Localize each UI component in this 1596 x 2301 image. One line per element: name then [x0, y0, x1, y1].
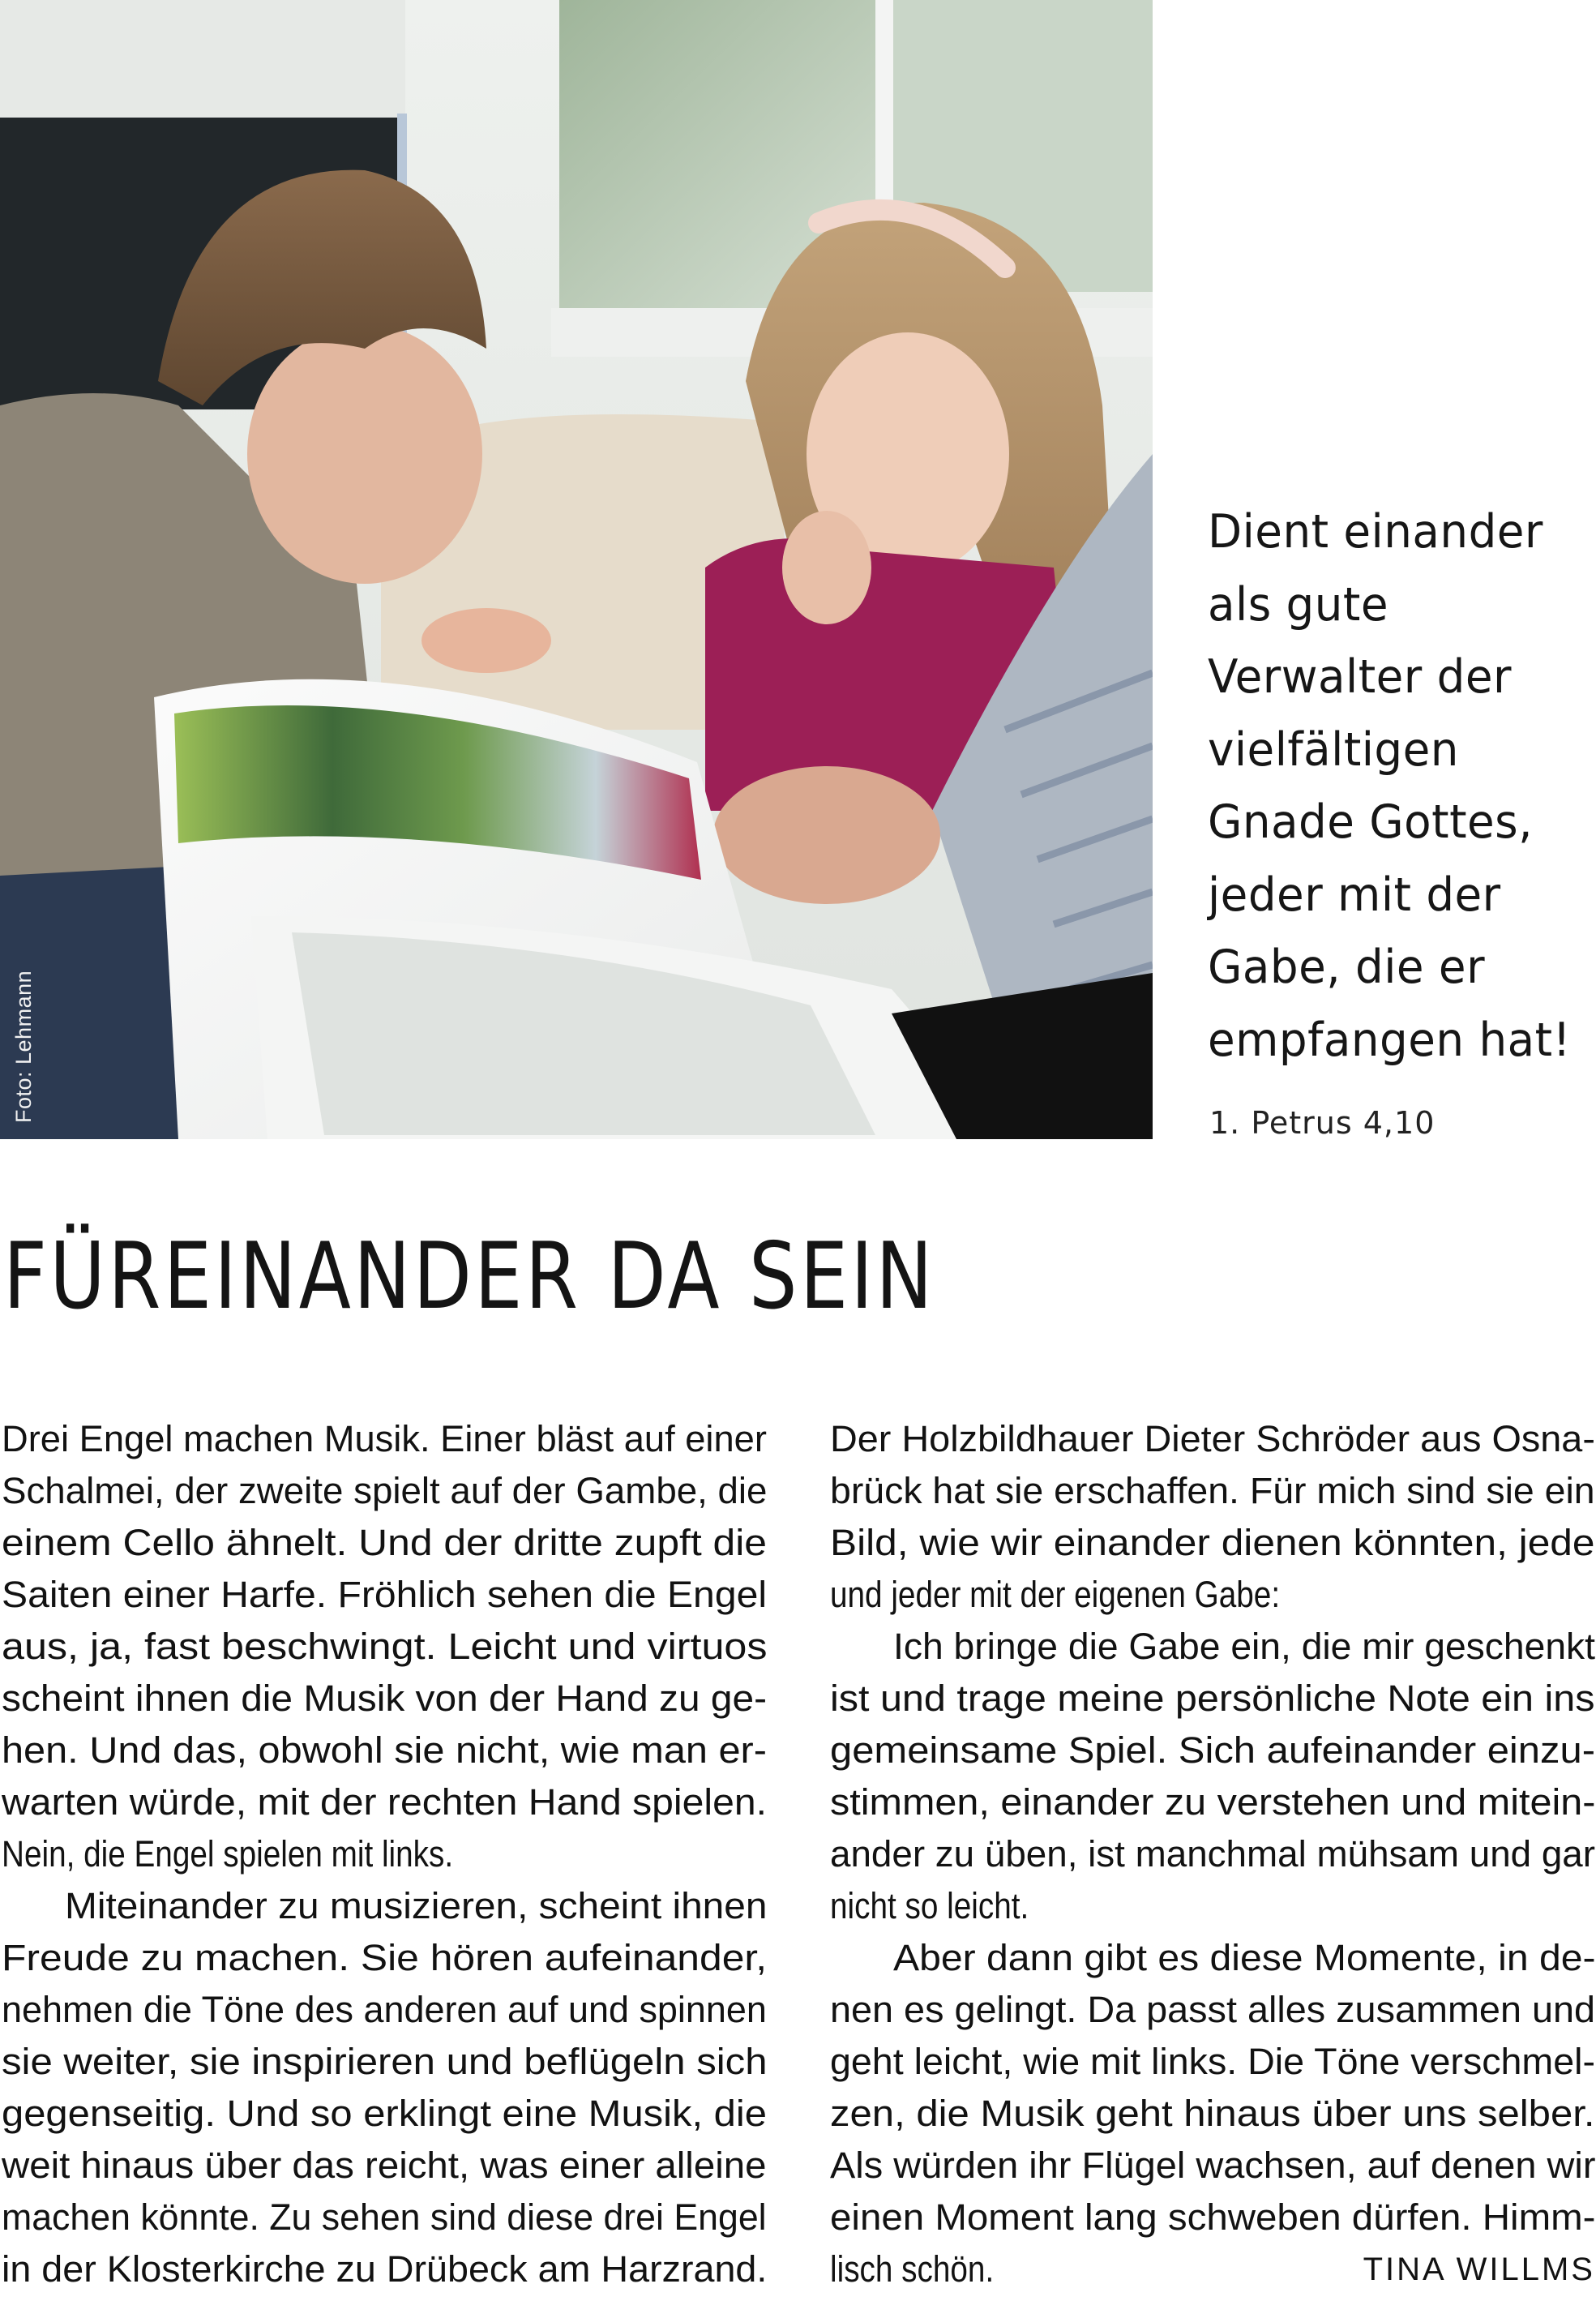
text-line [830, 1517, 1595, 1569]
text-line-content: Schalmei, der zweite spielt auf der Gambe, die [2, 1470, 768, 1511]
text-line-content: Ich bringe die Gabe ein, die mir geschenkt [893, 1626, 1595, 1667]
text-line-content: ander zu üben, ist manchmal mühsam und gar [830, 1833, 1595, 1875]
bible-quote [1208, 496, 1589, 1077]
text-line-content: in der Klosterkirche zu Drübeck am Harzrand. [2, 2248, 768, 2290]
article-column-right [830, 1413, 1595, 2295]
text-line-content: aus, ja, fast beschwingt. Leicht und virtuos [2, 1626, 768, 1667]
text-line [2, 2192, 767, 2243]
text-line-content: ist und trage meine persönliche Note ein ins [830, 1678, 1595, 1719]
text-line-content: Saiten einer Harfe. Fröhlich sehen die Engel [2, 1574, 768, 1615]
text-line-content: einem Cello ähnelt. Und der dritte zupft die [2, 1522, 767, 1563]
text-line [830, 1465, 1595, 1517]
text-line [2, 2036, 767, 2088]
text-line-content: Miteinander zu musizieren, scheint ihnen [65, 1885, 768, 1926]
text-line-content: Freude zu machen. Sie hören aufeinander, [2, 1937, 768, 1978]
text-line [2, 2140, 767, 2192]
text-line-content: stimmen, einander zu verstehen und mitein- [830, 1781, 1596, 1823]
text-line-content: sie weiter, sie inspirieren und beflügeln sich [2, 2041, 768, 2082]
quote-line: als gute [1208, 577, 1389, 632]
text-line [2, 1569, 767, 1621]
text-line-content: Als würden ihr Flügel wachsen, auf denen wir [830, 2145, 1596, 2186]
quote-line: empfangen hat! [1208, 1013, 1571, 1067]
text-line [830, 1621, 1595, 1673]
text-line-content: nicht so leicht. [830, 1885, 1029, 1926]
text-line [2, 1932, 767, 1984]
text-line [2, 2243, 767, 2295]
quote-line: Gnade Gottes, [1208, 795, 1534, 849]
text-line-content: einen Moment lang schweben dürfen. Himm- [830, 2196, 1596, 2238]
text-line [2, 1465, 767, 1517]
text-line [830, 2088, 1595, 2140]
text-line [830, 2140, 1595, 2192]
text-line-content: nen es gelingt. Da passt alles zusammen und [830, 1989, 1596, 2030]
text-line [2, 1413, 767, 1465]
text-line [830, 1984, 1595, 2036]
text-line [830, 1828, 1595, 1880]
quote-line: vielfältigen [1208, 722, 1459, 777]
text-line-content: Nein, die Engel spielen mit links. [2, 1833, 454, 1875]
text-line-content: lisch schön. [830, 2248, 995, 2290]
text-line-content: nehmen die Töne des anderen auf und spinnen [2, 1989, 767, 2030]
article-column-left [2, 1413, 767, 2295]
text-line [830, 2036, 1595, 2088]
article-photo [0, 0, 1153, 1139]
text-line-content: Aber dann gibt es diese Momente, in de- [893, 1937, 1596, 1978]
text-line [830, 1413, 1595, 1465]
text-line [2, 1776, 767, 1828]
text-line [830, 2243, 1595, 2295]
text-line-content: zen, die Musik geht hinaus über uns selber. [830, 2093, 1595, 2134]
quote-reference: 1. Petrus 4,10 [1209, 1105, 1436, 1141]
text-line-content: scheint ihnen die Musik von der Hand zu ge- [2, 1678, 768, 1719]
text-line-content: gegenseitig. Und so erklingt eine Musik, die [2, 2093, 767, 2134]
text-line [2, 1517, 767, 1569]
text-line [830, 1932, 1595, 1984]
text-line [2, 1984, 767, 2036]
text-line [2, 1725, 767, 1776]
text-line-content: hen. Und das, obwohl sie nicht, wie man er- [2, 1729, 767, 1771]
text-line [2, 1828, 767, 1880]
text-line-content: geht leicht, wie mit links. Die Töne verschmel- [830, 2041, 1595, 2082]
text-line [830, 1725, 1595, 1776]
text-line-content: Drei Engel machen Musik. Einer bläst auf einer [2, 1418, 767, 1459]
quote-line: Verwalter der [1208, 650, 1512, 704]
photo-credit: Foto: Lehmann [11, 970, 36, 1123]
article-headline: FÜREINANDER DA SEIN [3, 1223, 935, 1330]
text-line [830, 1673, 1595, 1725]
text-line [2, 2088, 767, 2140]
text-line [830, 1776, 1595, 1828]
text-line [2, 1880, 767, 1932]
text-line-content: brück hat sie erschaffen. Für mich sind sie ein [830, 1470, 1595, 1511]
text-line-content: Der Holzbildhauer Dieter Schröder aus Osna- [830, 1418, 1595, 1459]
text-line-content: machen könnte. Zu sehen sind diese drei Engel [2, 2196, 767, 2238]
quote-line: jeder mit der [1208, 868, 1501, 922]
text-line-content: gemeinsame Spiel. Sich aufeinander einzu- [830, 1729, 1596, 1771]
text-line-content: warten würde, mit der rechten Hand spielen. [2, 1781, 767, 1823]
photo-children-with-album [0, 0, 1153, 1139]
text-line [830, 2192, 1595, 2243]
text-line-content: und jeder mit der eigenen Gabe: [830, 1574, 1281, 1615]
quote-line: Dient einander [1208, 505, 1543, 559]
text-line [2, 1673, 767, 1725]
text-line-content: Bild, wie wir einander dienen könnten, jede [830, 1522, 1595, 1563]
quote-line: Gabe, die er [1208, 941, 1486, 994]
text-line [830, 1880, 1595, 1932]
text-line [830, 1569, 1595, 1621]
text-line [2, 1621, 767, 1673]
author-signature: TINA WILLMS [1363, 2252, 1595, 2287]
text-line-content: weit hinaus über das reicht, was einer alleine [2, 2145, 767, 2186]
